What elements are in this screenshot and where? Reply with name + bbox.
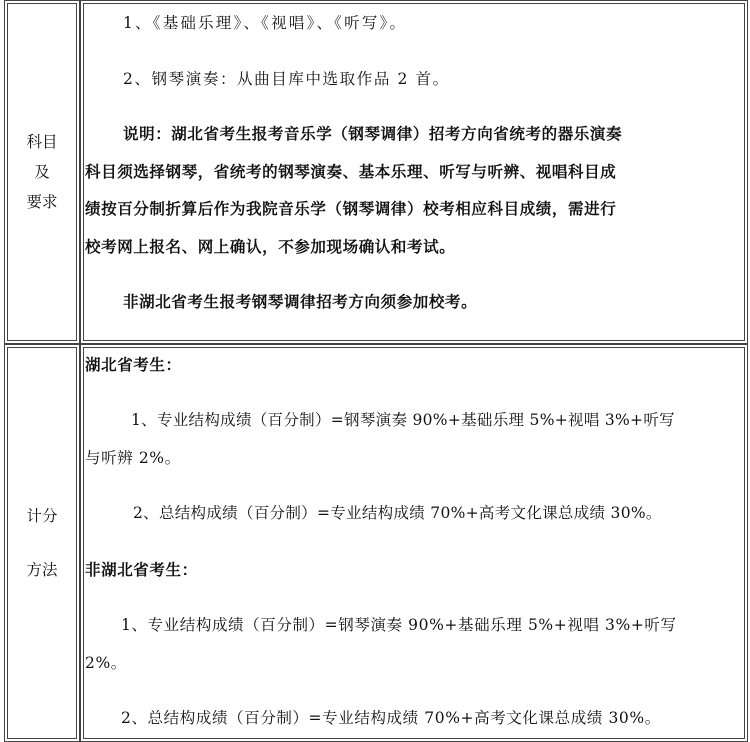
non-hubei-item-1-line-1: 1、专业结构成绩（百分制）=钢琴演奏 90%+基础乐理 5%+视唱 3%+听写 bbox=[121, 616, 677, 634]
subjects-content-cell bbox=[80, 0, 748, 344]
subjects-label-cell bbox=[4, 0, 80, 344]
note-line-2: 科目须选择钢琴，省统考的钢琴演奏、基本乐理、听写与听辨、视唱科目成 bbox=[85, 162, 617, 181]
subjects-label: 科目及 要求 bbox=[26, 133, 58, 211]
hubei-item-1-line-2: 与听辨 2%。 bbox=[85, 449, 181, 467]
non-hubei-title: 非湖北省考生： bbox=[85, 560, 198, 579]
subject-item-2: 2、钢琴演奏：从曲目库中选取作品 2 首。 bbox=[123, 70, 450, 88]
note-line-3: 绩按百分制折算后作为我院音乐学（钢琴调律）校考相应科目成绩，需进行 bbox=[85, 199, 617, 218]
non-hubei-note: 非湖北省考生报考钢琴调律招考方向须参加校考。 bbox=[123, 292, 478, 311]
note-line-4: 校考网上报名、网上确认，不参加现场确认和考试。 bbox=[85, 237, 456, 256]
scoring-content-cell bbox=[80, 344, 748, 742]
scoring-label: 计分 方法 bbox=[26, 507, 58, 579]
non-hubei-item-1-line-2: 2%。 bbox=[85, 654, 127, 672]
subject-item-1: 1、《基础乐理》、《视唱》、《听写》。 bbox=[123, 14, 408, 32]
scoring-label-cell bbox=[4, 344, 80, 742]
non-hubei-item-2: 2、总结构成绩（百分制）=专业结构成绩 70%+高考文化课总成绩 30%。 bbox=[121, 709, 661, 727]
requirements-table bbox=[4, 0, 748, 742]
note-line-1: 说明：湖北省考生报考音乐学（钢琴调律）招考方向省统考的器乐演奏 bbox=[123, 124, 623, 143]
hubei-item-1-line-1: 1、专业结构成绩（百分制）=钢琴演奏 90%+基础乐理 5%+视唱 3%+听写 bbox=[131, 411, 675, 429]
hubei-item-2: 2、总结构成绩（百分制）=专业结构成绩 70%+高考文化课总成绩 30%。 bbox=[133, 504, 662, 522]
hubei-title: 湖北省考生： bbox=[85, 355, 182, 374]
